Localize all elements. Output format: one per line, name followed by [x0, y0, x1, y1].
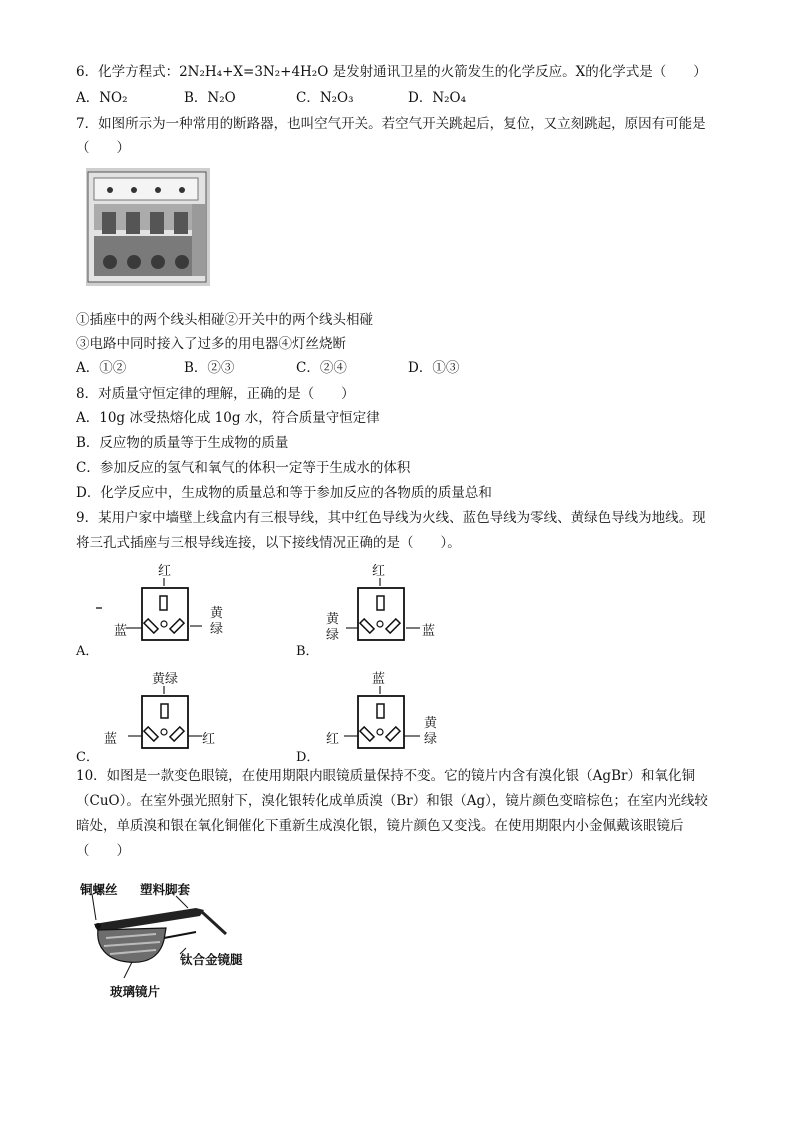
glasses-diagram [76, 894, 246, 984]
socket-a-diagram [96, 574, 216, 654]
q7-reason-line2: ③电路中同时接入了过多的用电器④灯丝烧断 [76, 336, 346, 352]
caption-titanium-arm: 钛合金镜腿 [180, 952, 243, 967]
socket-d-right-label: 黄 绿 [424, 716, 438, 747]
q9-stem-line1: 9．某用户家中墙壁上线盒内有三根导线，其中红色导线为火线、蓝色导线为零线、黄绿色导线为地线。现 [76, 510, 706, 526]
q7-reason-line1: ①插座中的两个线头相碰②开关中的两个线头相碰 [76, 312, 373, 328]
socket-b-letter: B． [296, 644, 319, 659]
q10-stem-line3: 暗处，单质溴和银在氧化铜催化下重新生成溴化银，镜片颜色又变浅。在使用期限内小金佩戴该眼镜后 [76, 818, 684, 834]
caption-glass-lens: 玻璃镜片 [110, 984, 161, 999]
q10-stem-line4: （ ） [76, 843, 130, 859]
q8-option-c[interactable]: C．参加反应的氢气和氧气的体积一定等于生成水的体积 [76, 460, 411, 476]
caption-plastic-sleeve: 塑料脚套 [140, 882, 191, 897]
socket-b-right-label: 蓝 [422, 624, 436, 639]
socket-d-left-label: 红 [326, 732, 340, 747]
q6-stem: 6．化学方程式：2N₂H₄+X=3N₂+4H₂O 是发射通讯卫星的火箭发生的化学反应。X的化学式是（ ） [76, 64, 707, 80]
socket-b-top-label: 红 [372, 564, 386, 579]
socket-c-left-label: 蓝 [104, 732, 118, 747]
q6-option-c[interactable]: C．N₂O₃ [296, 90, 354, 106]
socket-d-diagram [328, 682, 428, 762]
socket-d-top-label: 蓝 [372, 672, 386, 687]
socket-d-letter: D． [296, 750, 320, 765]
socket-c-right-label: 红 [202, 732, 216, 747]
q6-option-d[interactable]: D．N₂O₄ [408, 90, 467, 106]
socket-c-diagram [112, 682, 212, 762]
socket-b-left-label: 黄 绿 [326, 612, 340, 643]
socket-b-diagram [318, 574, 428, 654]
q8-stem: 8．对质量守恒定律的理解，正确的是（ ） [76, 386, 355, 402]
q10-stem-line1: 10．如图是一款变色眼镜，在使用期限内眼镜质量保持不变。它的镜片内含有溴化银（AgBr）和氧化铜 [76, 768, 695, 784]
q10-stem-line2: （CuO）。在室外强光照射下，溴化银转化成单质溴（Br）和银（Ag），镜片颜色变暗棕色；在室内光线较 [76, 793, 708, 809]
q7-option-a[interactable]: A．①② [76, 360, 127, 376]
socket-c-top-label: 黄绿 [152, 672, 179, 687]
socket-a-letter: A． [76, 644, 99, 659]
q7-stem-line2: （ ） [76, 140, 130, 156]
q7-option-c[interactable]: C．②④ [296, 360, 347, 376]
socket-c-letter: C． [76, 750, 99, 765]
socket-a-top-label: 红 [158, 564, 172, 579]
q7-option-d[interactable]: D．①③ [408, 360, 460, 376]
q8-option-d[interactable]: D．化学反应中，生成物的质量总和等于参加反应的各物质的质量总和 [76, 485, 492, 501]
socket-a-left-label: 蓝 [114, 624, 128, 639]
q8-option-b[interactable]: B．反应物的质量等于生成物的质量 [76, 435, 289, 451]
circuit-breaker-image [86, 168, 210, 286]
q7-stem-line1: 7．如图所示为一种常用的断路器，也叫空气开关。若空气开关跳起后，复位，又立刻跳起，原因有可能是 [76, 116, 706, 132]
q7-option-b[interactable]: B．②③ [184, 360, 235, 376]
socket-a-right-label: 黄 绿 [210, 606, 224, 637]
q6-option-a[interactable]: A．NO₂ [76, 90, 128, 106]
q9-stem-line2: 将三孔式插座与三根导线连接，以下接线情况正确的是（ ）。 [76, 535, 461, 551]
q6-option-b[interactable]: B．N₂O [184, 90, 236, 106]
caption-copper-screw: 铜螺丝 [80, 882, 118, 897]
q8-option-a[interactable]: A．10g 冰受热熔化成 10g 水，符合质量守恒定律 [76, 410, 380, 426]
